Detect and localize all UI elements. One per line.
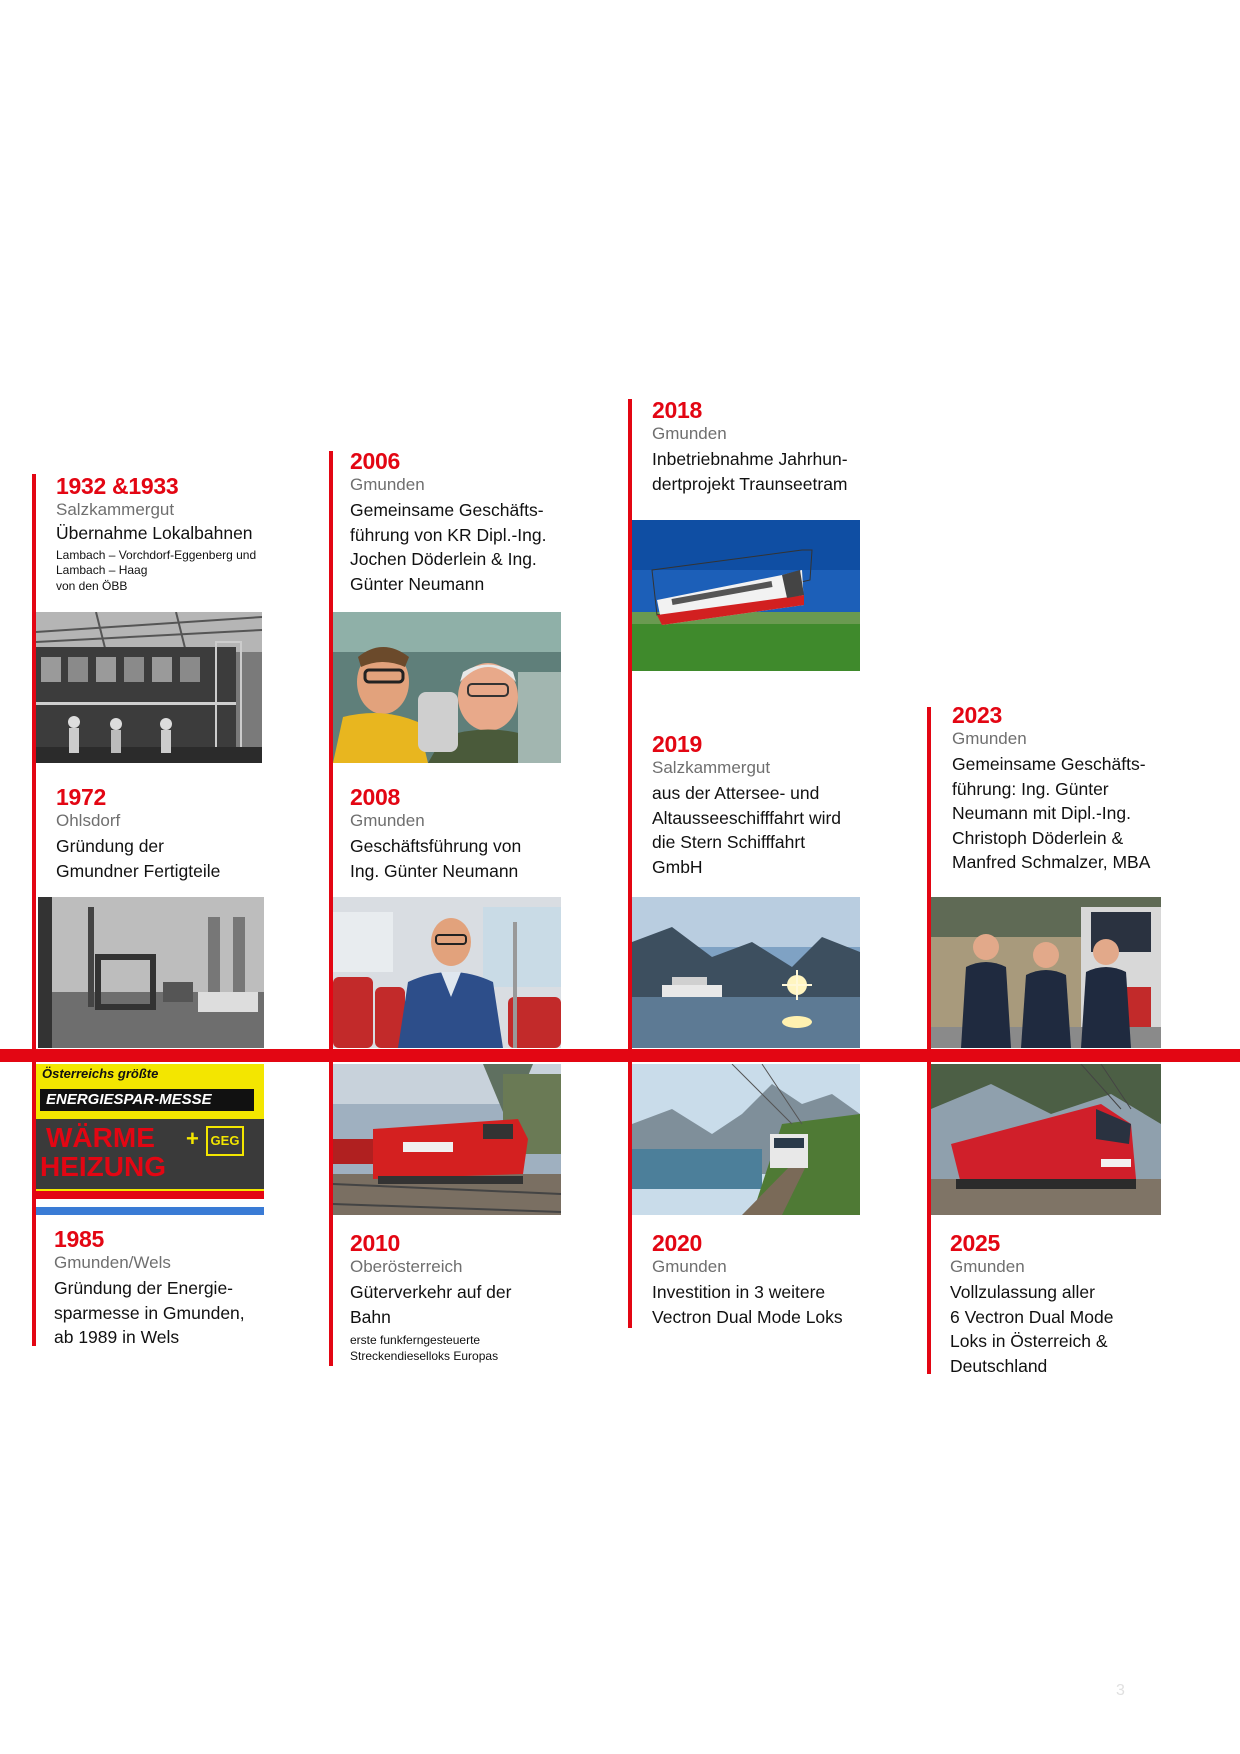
timeline-line-col1 [32,474,36,1346]
entry-description: Güterverkehr auf der Bahn [350,1282,512,1327]
entry-description: Gemeinsame Geschäfts- führung von KR Dipl.-Ing. Jochen Döderlein & Ing. Günter Neumann [350,500,547,594]
entry-description: Investition in 3 weitere Vectron Dual Mode Loks [652,1282,843,1327]
photo-vectron-lakeside [632,1064,860,1215]
entry-2020 [652,1230,912,1329]
entry-year: 2020 [652,1230,702,1256]
entry-place: Gmunden [652,424,727,443]
entry-2010 [350,1230,610,1364]
entry-description: Inbetriebnahme Jahrhun- dertprojekt Traunseetram [652,449,848,494]
entry-place: Gmunden [652,1257,727,1276]
entry-year: 2023 [952,702,1002,728]
photo-three-managers [931,897,1161,1048]
entry-place: Gmunden [950,1257,1025,1276]
entry-description: Gemeinsame Geschäfts- führung: Ing. Günter Neumann mit Dipl.-Ing. Christoph Döderlein & Manfred Schmalzer, MBA [952,754,1151,872]
photo-historic-railcar [36,612,262,763]
entry-1932 [56,473,306,594]
photo-lake-ship-sunrise [632,897,860,1048]
photo-energiesparmesse-poster: Österreichs größte ENERGIESPAR-MESSE WÄRME HEIZUNG + GEG [36,1064,264,1215]
entry-2006 [350,448,610,596]
entry-2008 [350,784,610,883]
entry-2023 [952,702,1222,875]
entry-2018 [652,397,912,496]
geg-logo-icon: GEG [206,1126,244,1156]
entry-year: 2018 [652,397,702,423]
entry-place: Gmunden/Wels [54,1253,171,1272]
entry-year: 1932 &1933 [56,473,179,499]
entry-note: Lambach – Vorchdorf-Eggenberg und Lambach – Haag von den ÖBB [56,547,257,593]
entry-description: Geschäftsführung von Ing. Günter Neumann [350,836,522,881]
entry-place: Gmunden [350,475,425,494]
entry-year: 2019 [652,731,702,757]
page-number: 3 [1116,1682,1125,1699]
entry-year: 1972 [56,784,106,810]
entry-year: 2008 [350,784,400,810]
entry-note: erste funkferngesteuerte Streckendieselloks Europas [350,1333,499,1363]
entry-year: 2006 [350,448,400,474]
entry-year: 2025 [950,1230,1000,1256]
entry-1972 [56,784,306,883]
entry-2025 [950,1230,1220,1378]
photo-manager-in-tram [333,897,561,1048]
entry-place: Salzkammergut [56,500,175,519]
entry-place: Gmunden [350,811,425,830]
photo-red-vectron-locomotive [931,1064,1161,1215]
entry-2019 [652,731,912,879]
entry-year: 2010 [350,1230,400,1256]
entry-1985 [54,1226,304,1350]
entry-description: Gründung der Gmundner Fertigteile [56,836,221,881]
entry-place: Oberösterreich [350,1257,463,1276]
entry-description: Vollzulassung aller 6 Vectron Dual Mode Loks in Österreich & Deutschland [950,1282,1114,1376]
timeline-horizontal-line [0,1049,1240,1062]
entry-place: Ohlsdorf [56,811,121,830]
entry-description: Übernahme Lokalbahnen [56,523,253,543]
entry-place: Salzkammergut [652,758,771,777]
photo-traunseetram [632,520,860,671]
photo-red-diesel-locomotive [333,1064,561,1215]
entry-year: 1985 [54,1226,104,1252]
entry-place: Gmunden [952,729,1027,748]
entry-description: aus der Attersee- und Altausseeschifffahrt wird die Stern Schifffahrt GmbH [652,783,842,877]
photo-two-managers [333,612,561,763]
entry-description: Gründung der Energie- sparmesse in Gmunden, ab 1989 in Wels [54,1278,245,1347]
photo-precast-factory [38,897,264,1048]
